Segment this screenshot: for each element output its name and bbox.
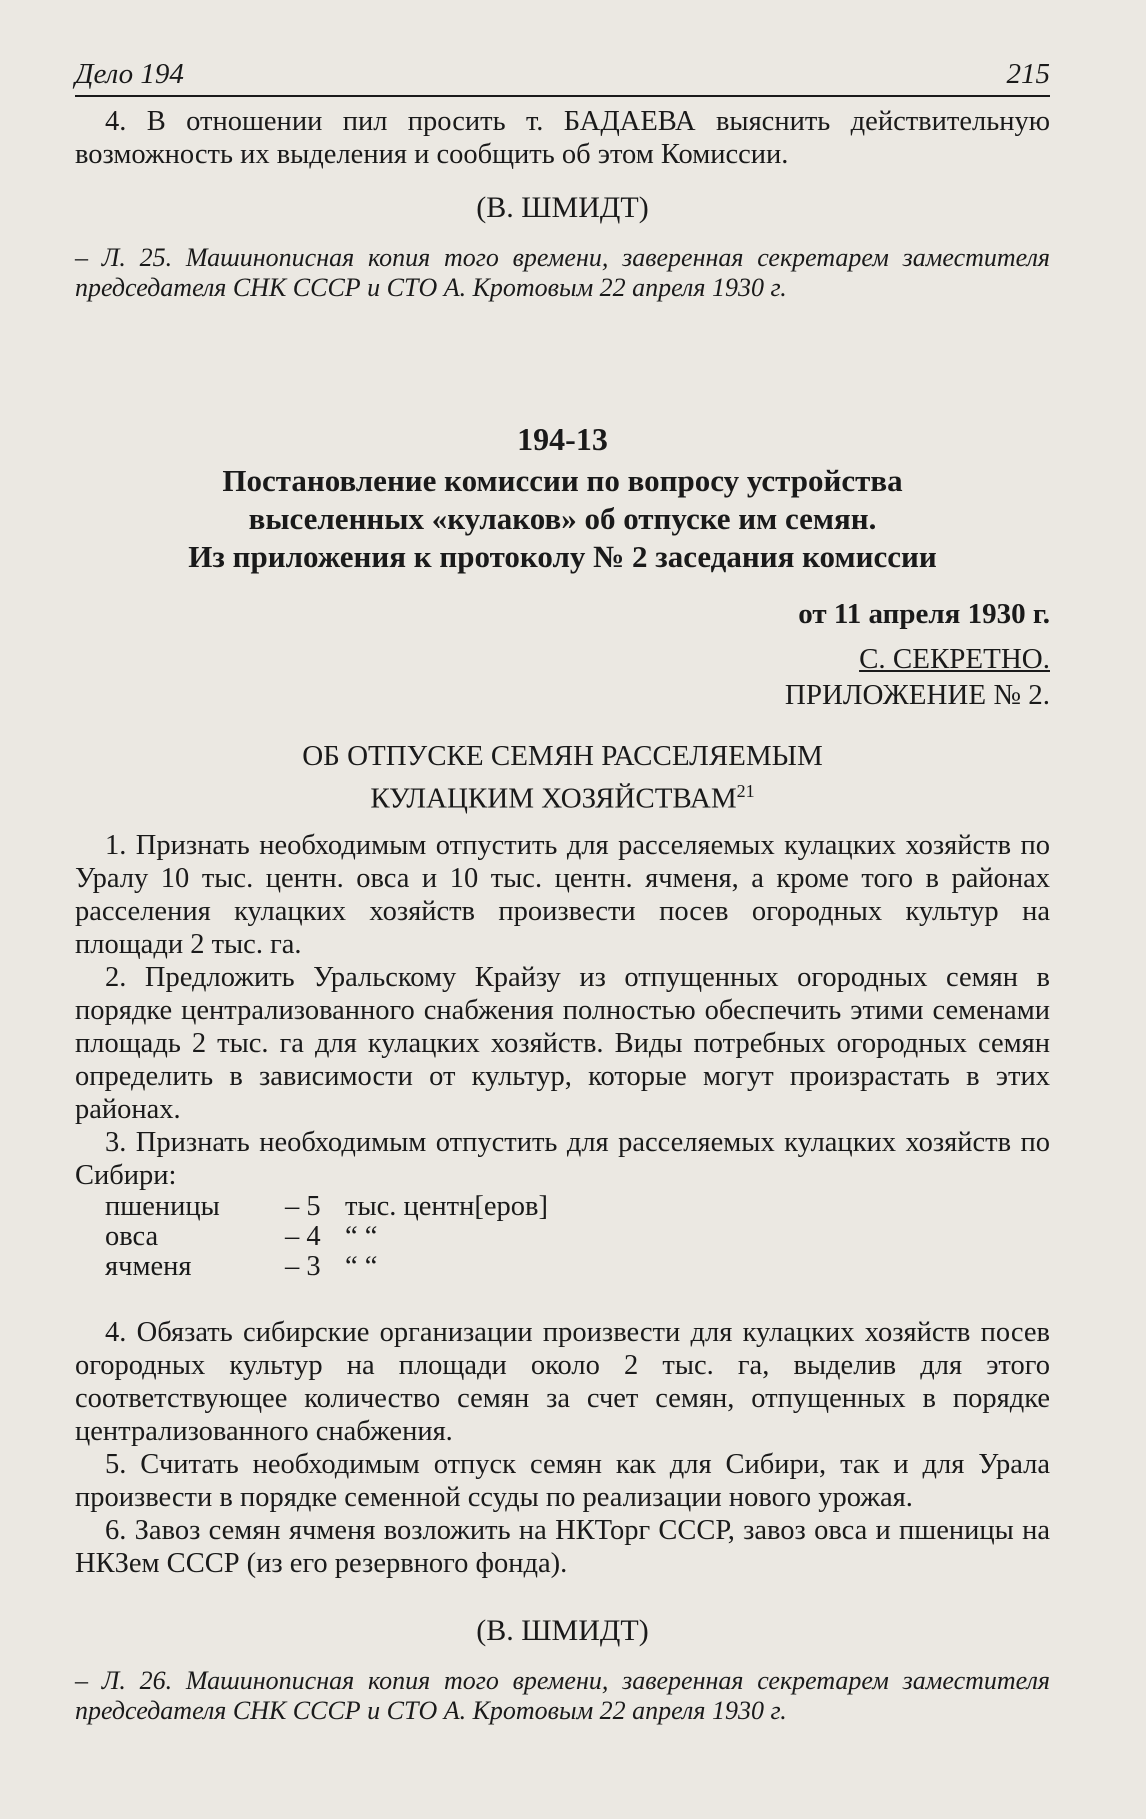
- list-item: [75, 1192, 1050, 1222]
- title-line: выселенных «кулаков» об отпуске им семян.: [248, 501, 877, 536]
- heading-line: [75, 774, 1050, 817]
- list-item: [75, 1252, 1050, 1282]
- prev-paragraph-4: 4. В отношении пил просить т. БАДАЕВА выяснить действительную возможность их выделения и сообщить об этом Комиссии.: [75, 106, 1050, 170]
- footnote-marker: 21: [736, 781, 755, 801]
- paragraph-4: 4. Обязать сибирские организации произвести для кулацких хозяйств посев огородных культур на площади около 2 тыс. га, выделив для этого соответствующее количество семян за счет семян, отпущенных в порядке централизованного снабжения.: [75, 1316, 1050, 1447]
- crop-amount: – 4: [285, 1220, 321, 1252]
- paragraph-2: 2. Предложить Уральскому Крайзу из отпущенных огородных семян в порядке централизованного снабжения полностью обеспечить этими семенами площадь 2 тыс. га для кулацких хозяйств. Виды потребных огородных семян определить в зависимости от культур, которые могут произрастать в этих районах.: [75, 961, 1050, 1125]
- crop-amount: – 3: [285, 1250, 321, 1282]
- crop-name: овса: [105, 1220, 159, 1252]
- crop-name: пшеницы: [105, 1190, 220, 1222]
- paragraph-6: 6. Завоз семян ячменя возложить на НКТорг СССР, завоз овса и пшеницы на НКЗем СССР (из его резервного фонда).: [75, 1514, 1050, 1579]
- signature: (В. ШМИДТ): [476, 1613, 649, 1647]
- crop-unit: тыс. центн[еров]: [345, 1190, 548, 1222]
- secrecy-stamp: [75, 641, 1050, 713]
- crop-unit: “ “: [345, 1250, 378, 1282]
- document-date: от 11 апреля 1930 г.: [798, 598, 1050, 630]
- archive-note: – Л. 26. Машинописная копия того времени, заверенная секретарем заместителя председателя СНК СССР и СТО А. Кротовым 22 апреля 1930 г.: [75, 1665, 1050, 1725]
- page-number: 215: [1006, 58, 1050, 90]
- appendix-label: ПРИЛОЖЕНИЕ № 2.: [784, 679, 1050, 711]
- crop-unit: “ “: [345, 1220, 378, 1252]
- document-title: [75, 462, 1050, 576]
- document-number: 194-13: [517, 421, 608, 457]
- paragraph-5: 5. Считать необходимым отпуск семян как для Сибири, так и для Урала произвести в порядке семенной ссуды по реализации нового урожая.: [75, 1448, 1050, 1513]
- title-line: Постановление комиссии по вопросу устройства: [222, 463, 903, 498]
- page-content: [75, 58, 1050, 1726]
- header-section: Дело 194: [75, 58, 184, 90]
- prev-archive-note: – Л. 25. Машинописная копия того времени, заверенная секретарем заместителя председателя СНК СССР и СТО А. Кротовым 22 апреля 1930 г.: [75, 243, 1050, 302]
- running-header: [75, 58, 1050, 97]
- paragraph-1: 1. Признать необходимым отпустить для расселяемых кулацких хозяйств по Уралу 10 тыс. центн. овса и 10 тыс. центн. ячменя, а кроме того в районах расселения кулацких хозяйств произвести посев огородных культур на площади 2 тыс. га.: [75, 829, 1050, 960]
- secrecy-label: С. СЕКРЕТНО.: [859, 643, 1050, 675]
- paragraph-3: 3. Признать необходимым отпустить для расселяемых кулацких хозяйств по Сибири:: [75, 1126, 1050, 1191]
- heading-line: ОБ ОТПУСКЕ СЕМЯН РАССЕЛЯЕМЫМ: [302, 740, 823, 772]
- prev-signature: (В. ШМИДТ): [476, 191, 649, 224]
- title-line: Из приложения к протоколу № 2 заседания комиссии: [188, 539, 937, 574]
- crop-amount: – 5: [285, 1190, 321, 1222]
- crop-name: ячменя: [105, 1250, 192, 1282]
- grain-list: [75, 1192, 1050, 1282]
- appendix-heading: [75, 739, 1050, 817]
- list-item: [75, 1222, 1050, 1252]
- heading-text: КУЛАЦКИМ ХОЗЯЙСТВАМ: [370, 782, 737, 815]
